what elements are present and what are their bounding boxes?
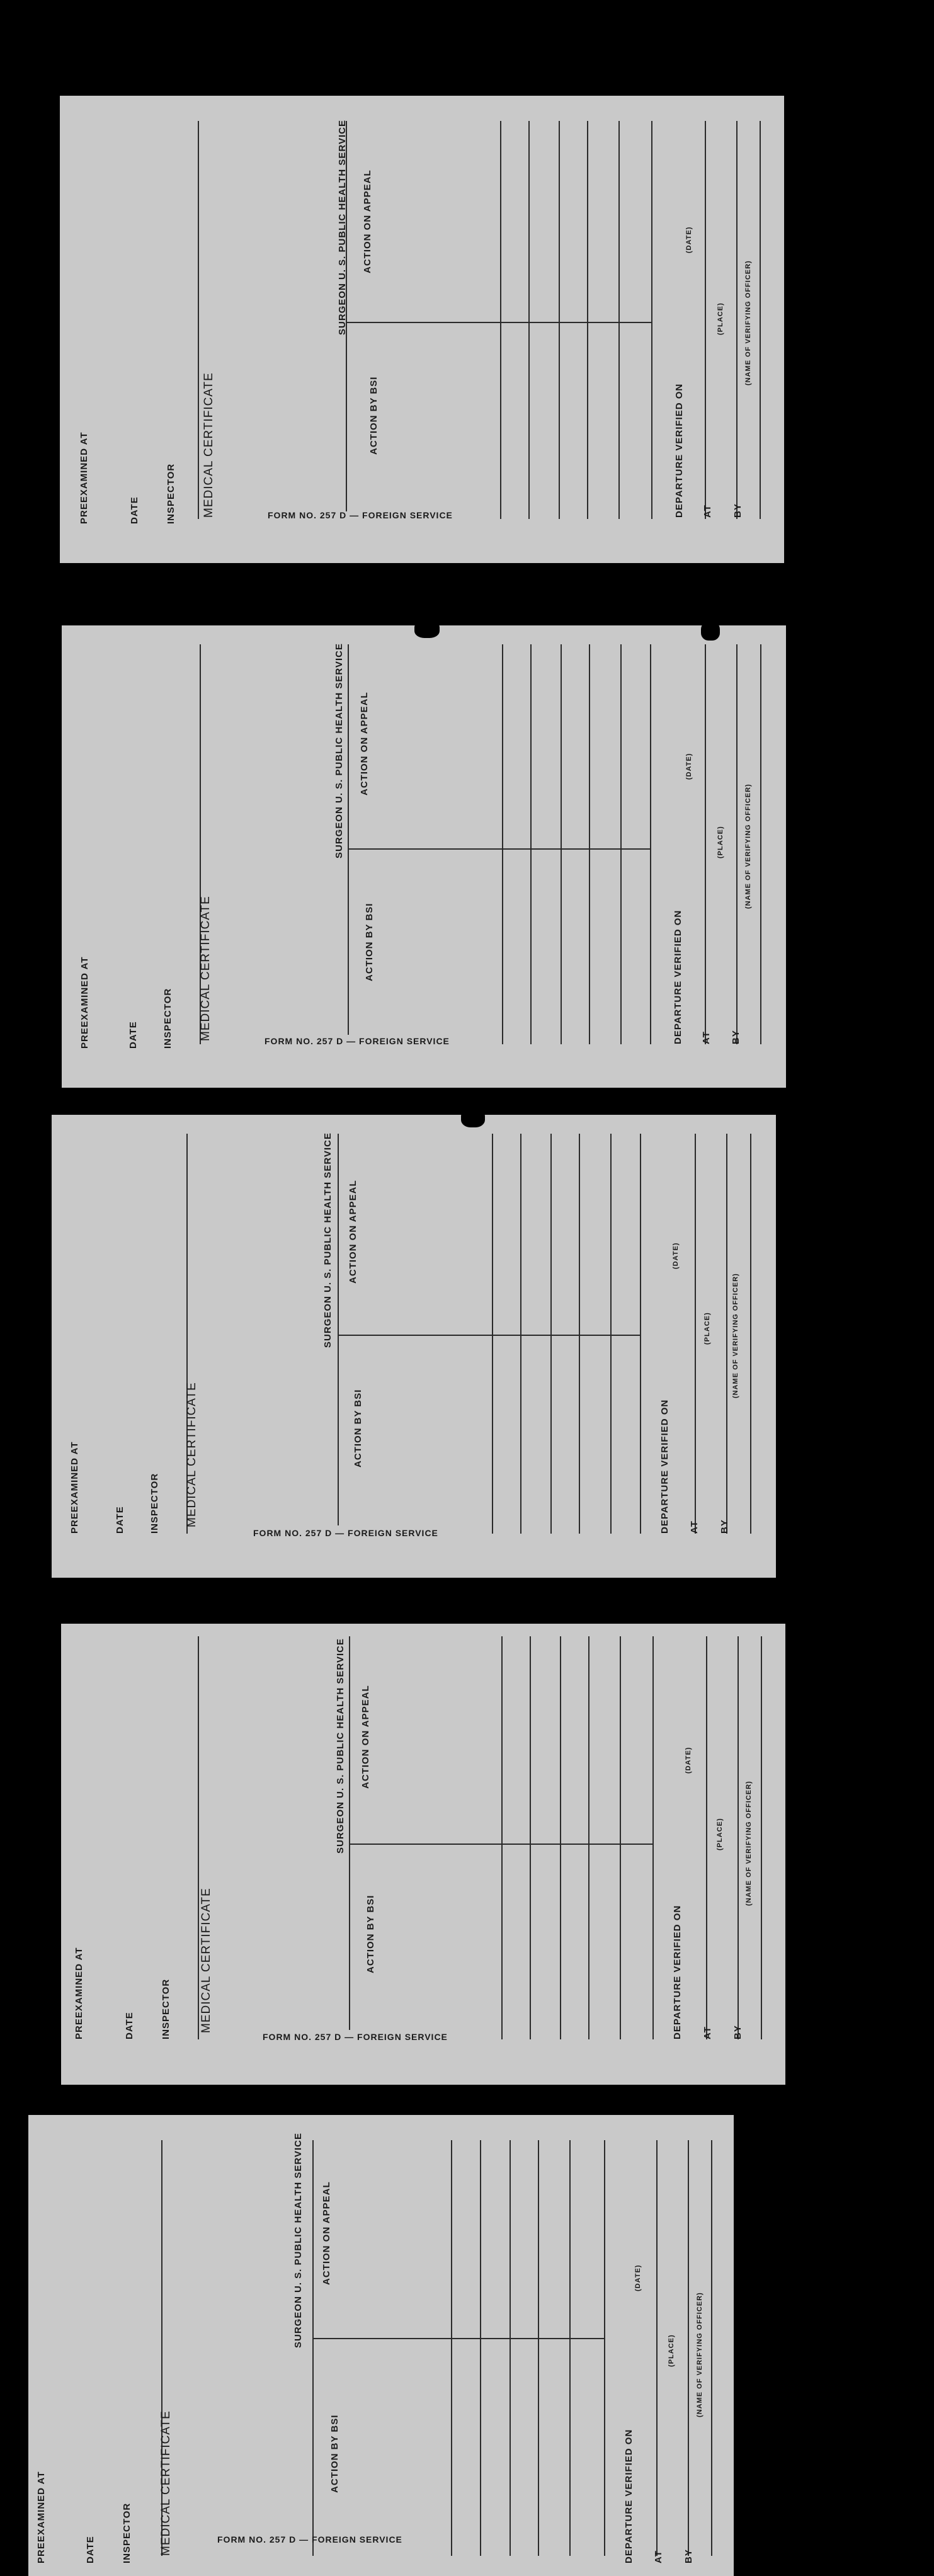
inspector-label: INSPECTOR [162, 988, 173, 1049]
inspector-label: INSPECTOR [149, 1473, 160, 1534]
inspector-label: INSPECTOR [166, 463, 176, 524]
action-on-appeal-label: ACTION ON APPEAL [359, 692, 370, 795]
form-card-4 [61, 1624, 785, 2085]
departure-verified-on-label: DEPARTURE VERIFIED ON [673, 909, 683, 1044]
by-label: BY [732, 503, 743, 518]
medical-certificate-label: MEDICAL CERTIFICATE [202, 372, 215, 518]
departure-verified-on-label: DEPARTURE VERIFIED ON [674, 383, 685, 518]
preexamined-at-label: PREEXAMINED AT [79, 431, 89, 524]
surgeon-label: SURGEON U. S. PUBLIC HEALTH SERVICE [322, 1132, 333, 1348]
place-paren-label: (PLACE) [716, 1818, 724, 1850]
form-number-label: FORM NO. 257 D — FOREIGN SERVICE [268, 510, 453, 520]
action-by-bsi-label: ACTION BY BSI [368, 376, 379, 455]
preexamined-at-label: PREEXAMINED AT [36, 2471, 47, 2563]
verifying-officer-label: (NAME OF VERIFYING OFFICER) [744, 784, 752, 909]
verifying-officer-label: (NAME OF VERIFYING OFFICER) [732, 1273, 739, 1398]
surgeon-label: SURGEON U. S. PUBLIC HEALTH SERVICE [334, 643, 345, 858]
surgeon-label: SURGEON U. S. PUBLIC HEALTH SERVICE [337, 120, 348, 335]
date-paren-label: (DATE) [685, 226, 693, 253]
action-on-appeal-label: ACTION ON APPEAL [348, 1180, 358, 1284]
at-label: AT [701, 1031, 712, 1044]
at-label: AT [689, 1520, 700, 1534]
surgeon-label: SURGEON U. S. PUBLIC HEALTH SERVICE [293, 2133, 304, 2348]
action-by-bsi-label: ACTION BY BSI [353, 1389, 363, 1468]
form-card-1 [60, 96, 784, 563]
date-label: DATE [85, 2536, 96, 2563]
departure-verified-on-label: DEPARTURE VERIFIED ON [672, 1905, 683, 2039]
by-label: BY [732, 2025, 743, 2039]
form-number-label: FORM NO. 257 D — FOREIGN SERVICE [263, 2032, 448, 2042]
date-paren-label: (DATE) [634, 2264, 642, 2291]
at-label: AT [702, 2026, 713, 2039]
departure-verified-on-label: DEPARTURE VERIFIED ON [659, 1399, 670, 1534]
torn-edge-top [461, 1108, 485, 1127]
place-paren-label: (PLACE) [668, 2334, 675, 2367]
action-by-bsi-label: ACTION BY BSI [364, 903, 375, 981]
place-paren-label: (PLACE) [717, 302, 724, 335]
medical-certificate-label: MEDICAL CERTIFICATE [185, 1382, 198, 1527]
date-label: DATE [115, 1506, 125, 1534]
form-card-5 [28, 2115, 734, 2576]
verifying-officer-label: (NAME OF VERIFYING OFFICER) [745, 1781, 753, 1906]
form-card-2 [62, 625, 786, 1088]
form-number-label: FORM NO. 257 D — FOREIGN SERVICE [253, 1528, 438, 1538]
date-label: DATE [129, 496, 140, 524]
torn-edge-top [414, 620, 440, 638]
date-label: DATE [128, 1021, 139, 1049]
action-on-appeal-label: ACTION ON APPEAL [321, 2181, 332, 2285]
preexamined-at-label: PREEXAMINED AT [79, 956, 90, 1049]
action-by-bsi-label: ACTION BY BSI [329, 2414, 340, 2493]
verifying-officer-label: (NAME OF VERIFYING OFFICER) [744, 260, 752, 385]
date-paren-label: (DATE) [685, 1747, 692, 1774]
action-by-bsi-label: ACTION BY BSI [365, 1895, 376, 1973]
date-label: DATE [124, 2012, 135, 2039]
medical-certificate-label: MEDICAL CERTIFICATE [200, 1888, 213, 2033]
medical-certificate-label: MEDICAL CERTIFICATE [159, 2410, 173, 2556]
verifying-officer-label: (NAME OF VERIFYING OFFICER) [696, 2292, 703, 2417]
departure-verified-on-label: DEPARTURE VERIFIED ON [624, 2429, 634, 2563]
form-number-label: FORM NO. 257 D — FOREIGN SERVICE [265, 1036, 450, 1046]
place-paren-label: (PLACE) [703, 1312, 711, 1345]
preexamined-at-label: PREEXAMINED AT [74, 1947, 84, 2039]
inspector-label: INSPECTOR [122, 2502, 132, 2563]
form-number-label: FORM NO. 257 D — FOREIGN SERVICE [217, 2534, 402, 2545]
preexamined-at-label: PREEXAMINED AT [69, 1441, 80, 1534]
at-label: AT [702, 504, 713, 518]
torn-edge-top [701, 622, 720, 641]
form-card-3 [52, 1115, 776, 1578]
date-paren-label: (DATE) [672, 1242, 680, 1269]
date-paren-label: (DATE) [685, 753, 693, 780]
place-paren-label: (PLACE) [717, 826, 724, 858]
action-on-appeal-label: ACTION ON APPEAL [360, 1685, 371, 1789]
at-label: AT [653, 2550, 664, 2563]
action-on-appeal-label: ACTION ON APPEAL [362, 169, 373, 273]
inspector-label: INSPECTOR [161, 1978, 171, 2039]
surgeon-label: SURGEON U. S. PUBLIC HEALTH SERVICE [335, 1638, 346, 1854]
by-label: BY [719, 1519, 730, 1534]
medical-certificate-label: MEDICAL CERTIFICATE [199, 896, 212, 1041]
by-label: BY [731, 1030, 741, 1044]
by-label: BY [683, 2549, 694, 2563]
